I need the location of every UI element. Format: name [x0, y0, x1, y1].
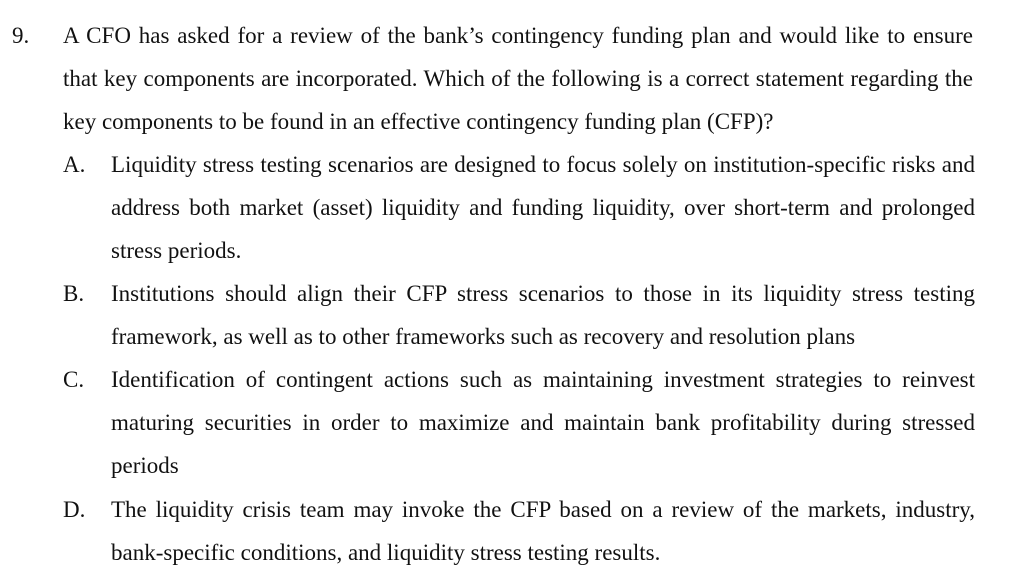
option-b-letter: B.: [63, 281, 85, 306]
question-stem: A CFO has asked for a review of the bank’s contingency funding plan and would like to ensure that key components are incorporated. Which of the following is a correct statement regarding the key components to be found in an effective contingency funding plan (CFP)?: [63, 23, 973, 134]
option-b-text: Institutions should align their CFP stress scenarios to those in its liquidity stress testing framework, as well as to other frameworks such as recovery and resolution plans: [111, 281, 975, 349]
option-a-letter: A.: [63, 152, 86, 177]
option-d-text: The liquidity crisis team may invoke the CFP based on a review of the markets, industry, bank-specific conditions, and liquidity stress testing results.: [111, 497, 975, 565]
option-c-text: Identification of contingent actions such as maintaining investment strategies to reinvest maturing securities in order to maximize and maintain bank profitability during stressed periods: [111, 367, 975, 478]
option-d-letter: D.: [63, 497, 86, 522]
option-a-text: Liquidity stress testing scenarios are designed to focus solely on institution-specific risks and address both market (asset) liquidity and funding liquidity, over short-term and prolonged stress periods.: [111, 152, 975, 263]
option-c-letter: C.: [63, 367, 85, 392]
question-number: 9.: [12, 23, 30, 48]
